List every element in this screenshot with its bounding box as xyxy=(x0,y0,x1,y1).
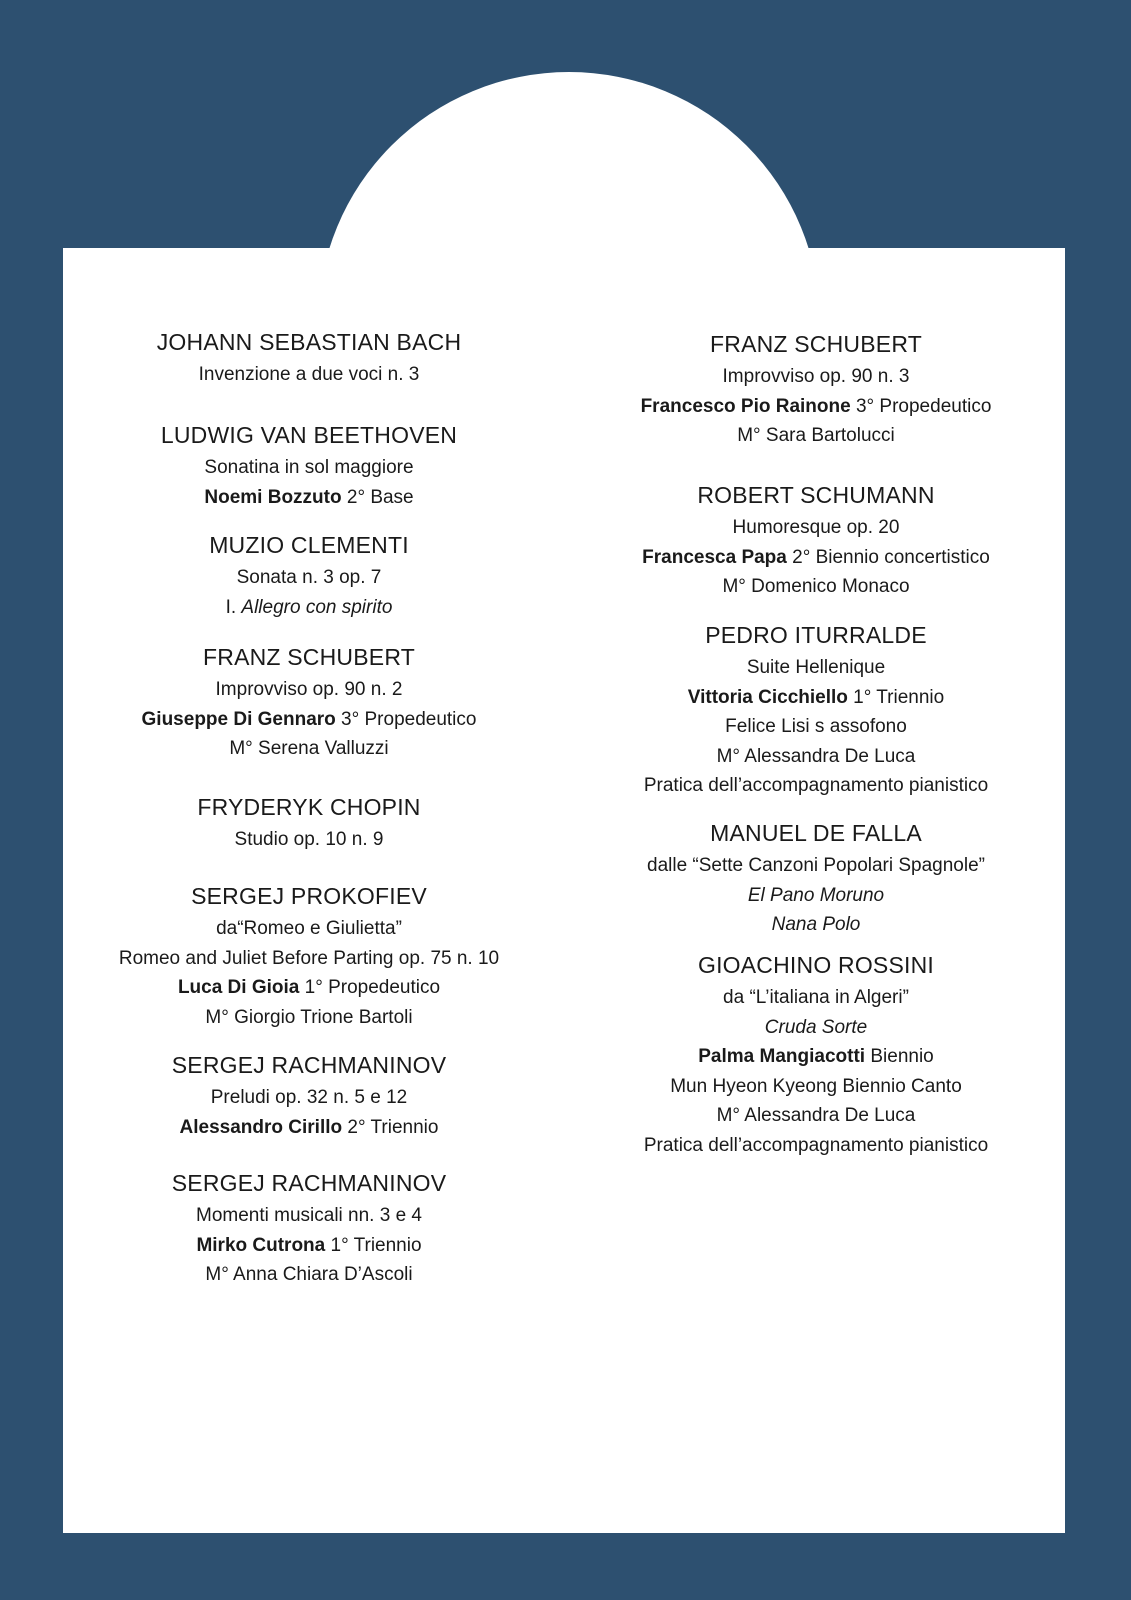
line-text: M° Domenico Monaco xyxy=(722,576,910,597)
line-text: 1° Propedeutico xyxy=(299,977,441,998)
line-text: Studio op. 10 n. 9 xyxy=(234,829,384,850)
line-text: M° Anna Chiara D’Ascoli xyxy=(205,1264,413,1285)
piece-entry xyxy=(79,1050,539,1142)
composer-name: SERGEJ RACHMANINOV xyxy=(171,1052,447,1078)
program-line xyxy=(586,712,1046,742)
program-line xyxy=(79,1201,539,1231)
line-text: Suite Hellenique xyxy=(746,657,886,678)
line-text: Improvviso op. 90 n. 2 xyxy=(215,679,403,700)
composer-name: GIOACHINO ROSSINI xyxy=(698,952,934,978)
program-line xyxy=(79,360,539,390)
piece-title-italic: Allegro con spirito xyxy=(241,596,393,618)
program-line xyxy=(586,513,1046,543)
program-line xyxy=(586,910,1046,940)
line-text: M° Serena Valluzzi xyxy=(229,738,389,759)
performer-name: Francesca Papa xyxy=(642,546,787,568)
line-text: da“Romeo e Giulietta” xyxy=(216,918,402,939)
program-line xyxy=(79,973,539,1003)
piece-entry xyxy=(79,420,539,512)
line-text: 2° Triennio xyxy=(342,1116,439,1138)
program-line xyxy=(79,483,539,513)
piece-entry xyxy=(79,530,539,622)
line-text: Romeo and Juliet Before Parting op. 75 n. 10 xyxy=(118,947,500,969)
line-text: Sonatina in sol maggiore xyxy=(204,457,414,478)
program-line xyxy=(79,675,539,705)
line-text: Momenti musicali nn. 3 e 4 xyxy=(196,1205,422,1226)
composer-name: JOHANN SEBASTIAN BACH xyxy=(156,329,462,355)
composer-name: ROBERT SCHUMANN xyxy=(697,482,935,508)
program-line xyxy=(79,453,539,483)
performer-name: Giuseppe Di Gennaro xyxy=(141,708,336,730)
program-line xyxy=(79,593,539,623)
piece-entry xyxy=(79,642,539,764)
line-text: 3° Propedeutico xyxy=(335,708,477,730)
performer-name: Noemi Bozzuto xyxy=(204,486,342,508)
line-text: Invenzione a due voci n. 3 xyxy=(198,364,420,385)
composer-name: PEDRO ITURRALDE xyxy=(705,622,927,648)
line-text: Sonata n. 3 op. 7 xyxy=(236,567,382,588)
line-text: Biennio xyxy=(865,1046,934,1067)
program-line xyxy=(79,914,539,944)
program-line xyxy=(586,421,1046,451)
line-text: 1° Triennio xyxy=(325,1234,422,1256)
line-text: Humoresque op. 20 xyxy=(732,517,900,538)
composer-name: MANUEL DE FALLA xyxy=(710,820,922,846)
line-text: M° Alessandra De Luca xyxy=(716,1105,916,1126)
line-text: M° Sara Bartolucci xyxy=(737,425,895,446)
program-line xyxy=(586,1072,1046,1102)
line-text: Preludi op. 32 n. 5 e 12 xyxy=(210,1087,408,1108)
performer-name: Palma Mangiacotti xyxy=(698,1046,866,1067)
program-line xyxy=(79,825,539,855)
performer-name: Alessandro Cirillo xyxy=(179,1116,343,1138)
performer-name: Luca Di Gioia xyxy=(177,977,300,998)
line-text: M° Giorgio Trione Bartoli xyxy=(205,1006,413,1028)
program-line xyxy=(586,683,1046,713)
piece-entry xyxy=(586,950,1046,1160)
piece-entry xyxy=(79,881,539,1032)
composer-name: SERGEJ RACHMANINOV xyxy=(171,1170,447,1196)
composer-name: FRANZ SCHUBERT xyxy=(203,644,415,670)
composer-name: FRANZ SCHUBERT xyxy=(710,331,922,357)
line-text: Improvviso op. 90 n. 3 xyxy=(722,366,910,387)
composer-name: SERGEJ PROKOFIEV xyxy=(191,883,427,909)
line-text: dalle “Sette Canzoni Popolari Spagnole” xyxy=(647,855,985,876)
piece-entry xyxy=(586,620,1046,801)
program-line xyxy=(586,1042,1046,1072)
line-text: 3° Propedeutico xyxy=(850,395,992,417)
program-line xyxy=(586,362,1046,392)
piece-entry xyxy=(586,329,1046,451)
composer-name: MUZIO CLEMENTI xyxy=(209,532,409,558)
line-text: 2° Base xyxy=(341,486,414,508)
program-line xyxy=(79,734,539,764)
performer-name: Francesco Pio Rainone xyxy=(640,395,851,417)
line-text: da “L’italiana in Algeri” xyxy=(723,987,909,1008)
performer-name: Mirko Cutrona xyxy=(196,1234,326,1256)
program-line xyxy=(79,1231,539,1261)
program-line xyxy=(79,1113,539,1143)
program-line xyxy=(79,1083,539,1113)
program-line xyxy=(586,392,1046,422)
line-text: Pratica dell’accompagnamento pianistico xyxy=(643,775,989,796)
program-line xyxy=(79,1003,539,1033)
program-line xyxy=(586,742,1046,772)
program-line xyxy=(586,1101,1046,1131)
performer-name: Vittoria Cicchiello xyxy=(687,686,848,708)
line-text: Pratica dell’accompagnamento pianistico xyxy=(643,1134,989,1156)
piece-entry xyxy=(79,1168,539,1290)
piece-title-italic: Nana Polo xyxy=(771,914,861,935)
composer-name: LUDWIG VAN BEETHOVEN xyxy=(160,422,458,448)
program-line xyxy=(79,944,539,974)
piece-entry xyxy=(586,818,1046,940)
piece-title-italic: El Pano Moruno xyxy=(747,884,885,906)
line-text: I. xyxy=(225,596,242,618)
program-line xyxy=(586,653,1046,683)
line-text: Mun Hyeon Kyeong Biennio Canto xyxy=(670,1075,962,1097)
program-line xyxy=(586,851,1046,881)
line-text: 1° Triennio xyxy=(847,686,945,708)
line-text: Felice Lisi s assofono xyxy=(725,716,907,737)
program-line xyxy=(586,983,1046,1013)
program-line xyxy=(79,563,539,593)
piece-entry xyxy=(586,480,1046,602)
program-line xyxy=(586,572,1046,602)
program-line xyxy=(79,705,539,735)
program-line xyxy=(79,1260,539,1290)
line-text: M° Alessandra De Luca xyxy=(716,745,916,767)
program-line xyxy=(586,881,1046,911)
program-line xyxy=(586,543,1046,573)
piece-entry xyxy=(79,792,539,855)
piece-title-italic: Cruda Sorte xyxy=(764,1016,868,1038)
program-line xyxy=(586,771,1046,801)
program-line xyxy=(586,1131,1046,1161)
program-line xyxy=(586,1013,1046,1043)
composer-name: FRYDERYK CHOPIN xyxy=(197,794,421,820)
piece-entry xyxy=(79,327,539,390)
line-text: 2° Biennio concertistico xyxy=(786,546,990,568)
